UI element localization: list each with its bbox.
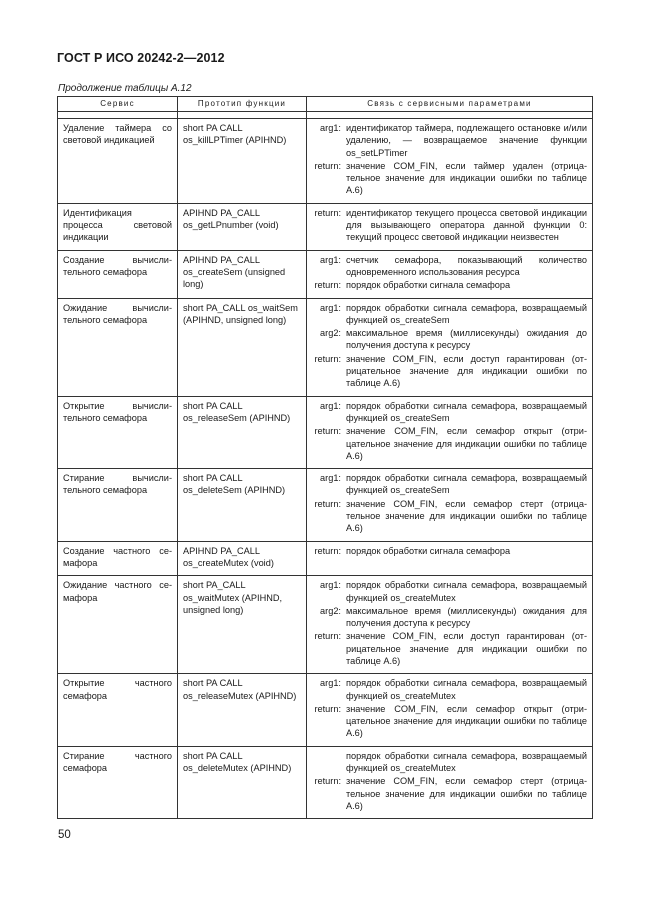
param-list bbox=[312, 579, 587, 667]
param-list bbox=[312, 254, 587, 292]
prototype-cell: APIHND PA_CALL os_getLPnumber (void) bbox=[178, 203, 307, 250]
prototype-cell: short PA_CALL os_waitMutex (APIHND, unsigned long) bbox=[178, 576, 307, 674]
param-name: arg2: bbox=[320, 605, 341, 616]
param-description: значение COM_FIN, если семафор стерт (отрицательное значение для индикации ошибки по таблице А.6) bbox=[346, 776, 587, 811]
param-name: arg1: bbox=[320, 580, 341, 591]
table-row bbox=[58, 674, 593, 746]
param-name: return: bbox=[314, 776, 341, 787]
param-description: порядок обработки сигнала семафора, возвращаемый функцией os_createMutex bbox=[346, 750, 587, 774]
param-name: return: bbox=[314, 498, 341, 509]
param-list bbox=[312, 400, 587, 462]
params-cell bbox=[307, 119, 593, 204]
param-name: return: bbox=[314, 426, 341, 437]
prototype-cell: short PA CALL os_releaseSem (APIHND) bbox=[178, 396, 307, 468]
param-description: идентификатор таймера, подлежащего остановке и/или удалению, — возвращаемое значение функции os_setLPTimer bbox=[346, 123, 587, 158]
param-name: return: bbox=[314, 545, 341, 556]
table-caption: Продолжение таблицы А.12 bbox=[58, 83, 192, 94]
params-cell bbox=[307, 298, 593, 396]
param-description: порядок обработки сигнала семафора bbox=[346, 280, 511, 291]
table-row bbox=[58, 250, 593, 298]
prototype-cell: short PA CALL os_deleteMutex (APIHND) bbox=[178, 746, 307, 818]
param-name: arg2: bbox=[320, 328, 341, 339]
param-description: порядок обработки сигнала семафора, возвращаемый функцией os_createSem bbox=[346, 400, 587, 423]
service-cell: Создание частного семафора bbox=[58, 541, 178, 576]
document-header: ГОСТ Р ИСО 20242-2—2012 bbox=[57, 51, 225, 65]
column-header-params: Связь с сервисными параметрами bbox=[307, 97, 593, 112]
param-name bbox=[312, 750, 343, 775]
prototype-cell: APIHND PA_CALL os_createMutex (void) bbox=[178, 541, 307, 576]
prototype-cell: short PA CALL os_deleteSem (APIHND) bbox=[178, 469, 307, 541]
service-table bbox=[57, 96, 593, 819]
param-name: return: bbox=[314, 353, 341, 364]
param-list bbox=[312, 122, 587, 197]
params-cell bbox=[307, 203, 593, 250]
service-cell: Идентификация процесса световой индикации bbox=[58, 203, 178, 250]
prototype-cell: short PA CALL os_releaseMutex (APIHND) bbox=[178, 674, 307, 746]
param-description: значение COM_FIN, если доступ гарантирован (отрицательное значение для индикации ошибки по таблице А.6) bbox=[346, 631, 587, 666]
param-name: return: bbox=[314, 703, 341, 714]
param-description: порядок обработки сигнала семафора, возвращаемый функцией os_createSem bbox=[346, 302, 587, 325]
param-name: return: bbox=[314, 631, 341, 642]
params-cell bbox=[307, 541, 593, 576]
column-header-service: Сервис bbox=[58, 97, 178, 112]
param-description: максимальное время (миллисекунды) ожидания для получения доступа к ресурсу bbox=[346, 605, 587, 629]
param-description: порядок обработки сигнала семафора, возвращаемый функцией os_createMutex bbox=[346, 580, 587, 603]
param-list bbox=[312, 472, 587, 534]
param-name: arg1: bbox=[320, 678, 341, 689]
service-cell: Создание вычислительного семафора bbox=[58, 250, 178, 298]
column-header-prototype: Прототип функции bbox=[178, 97, 307, 112]
params-cell bbox=[307, 469, 593, 541]
params-cell bbox=[307, 674, 593, 746]
param-description: максимальное время (миллисекунды) ожидания до получения доступа к ресурсу bbox=[346, 328, 587, 351]
param-list bbox=[312, 545, 587, 557]
param-name: arg1: bbox=[320, 473, 341, 484]
param-description: значение COM_FIN, если таймер удален (отрицательное значение для индикации ошибки по таблице А.6) bbox=[346, 160, 587, 196]
param-list bbox=[312, 750, 587, 812]
param-description: порядок обработки сигнала семафора bbox=[346, 545, 511, 556]
service-cell: Открытие вычислительного семафора bbox=[58, 396, 178, 468]
params-cell bbox=[307, 746, 593, 818]
params-cell bbox=[307, 576, 593, 674]
param-description: значение COM_FIN, если семафор открыт (отрицательное значение для индикации ошибки по таблице А.6) bbox=[346, 703, 587, 739]
table-row bbox=[58, 203, 593, 250]
param-name: arg1: bbox=[320, 123, 341, 133]
table-row bbox=[58, 541, 593, 576]
page-number: 50 bbox=[58, 829, 71, 841]
header-spacer-row bbox=[58, 112, 593, 119]
prototype-cell: short PA CALL os_killLPTimer (APIHND) bbox=[178, 119, 307, 204]
param-name: return: bbox=[314, 207, 341, 218]
service-cell: Стирание вычислительного семафора bbox=[58, 469, 178, 541]
table-row bbox=[58, 119, 593, 204]
table-body bbox=[58, 119, 593, 819]
table-header-row bbox=[58, 97, 593, 112]
service-cell: Ожидание частного семафора bbox=[58, 576, 178, 674]
param-description: порядок обработки сигнала семафора, возвращаемый функцией os_createSem bbox=[346, 473, 587, 496]
params-cell bbox=[307, 250, 593, 298]
table-row bbox=[58, 298, 593, 396]
param-name: arg1: bbox=[320, 254, 341, 265]
param-name: return: bbox=[314, 160, 341, 171]
service-cell: Стирание частного семафора bbox=[58, 746, 178, 818]
table-row bbox=[58, 396, 593, 468]
param-list bbox=[312, 302, 587, 390]
param-description: счетчик семафора, показывающий количество одновременного использования ресурса bbox=[346, 254, 587, 277]
param-description: значение COM_FIN, если семафор открыт (отрицательное значение для индикации ошибки по таблице А.6) bbox=[346, 426, 587, 461]
param-name: arg1: bbox=[320, 400, 341, 411]
service-cell: Открытие частного семафора bbox=[58, 674, 178, 746]
service-cell: Удаление таймера со световой индикацией bbox=[58, 119, 178, 204]
param-list bbox=[312, 207, 587, 244]
table-row bbox=[58, 576, 593, 674]
param-description: идентификатор текущего процесса световой индикации для вызывающего оператора данной функции 0: текущий процесс световой индикации неизвестен bbox=[346, 207, 587, 243]
prototype-cell: APIHND PA_CALL os_createSem (unsigned long) bbox=[178, 250, 307, 298]
prototype-cell: short PA_CALL os_waitSem (APIHND, unsigned long) bbox=[178, 298, 307, 396]
params-cell bbox=[307, 396, 593, 468]
param-name: arg1: bbox=[320, 302, 341, 313]
table-row bbox=[58, 746, 593, 818]
param-description: порядок обработки сигнала семафора, возвращаемый функцией os_createMutex bbox=[346, 678, 587, 701]
param-name: return: bbox=[314, 280, 341, 291]
param-description: значение COM_FIN, если семафор стерт (отрицательное значение для индикации ошибки по таблице А.6) bbox=[346, 498, 587, 534]
param-description: значение COM_FIN, если доступ гарантирован (отрицательное значение для индикации ошибки по таблице А.6) bbox=[346, 353, 587, 389]
service-cell: Ожидание вычислительного семафора bbox=[58, 298, 178, 396]
table-row bbox=[58, 469, 593, 541]
param-list bbox=[312, 677, 587, 739]
